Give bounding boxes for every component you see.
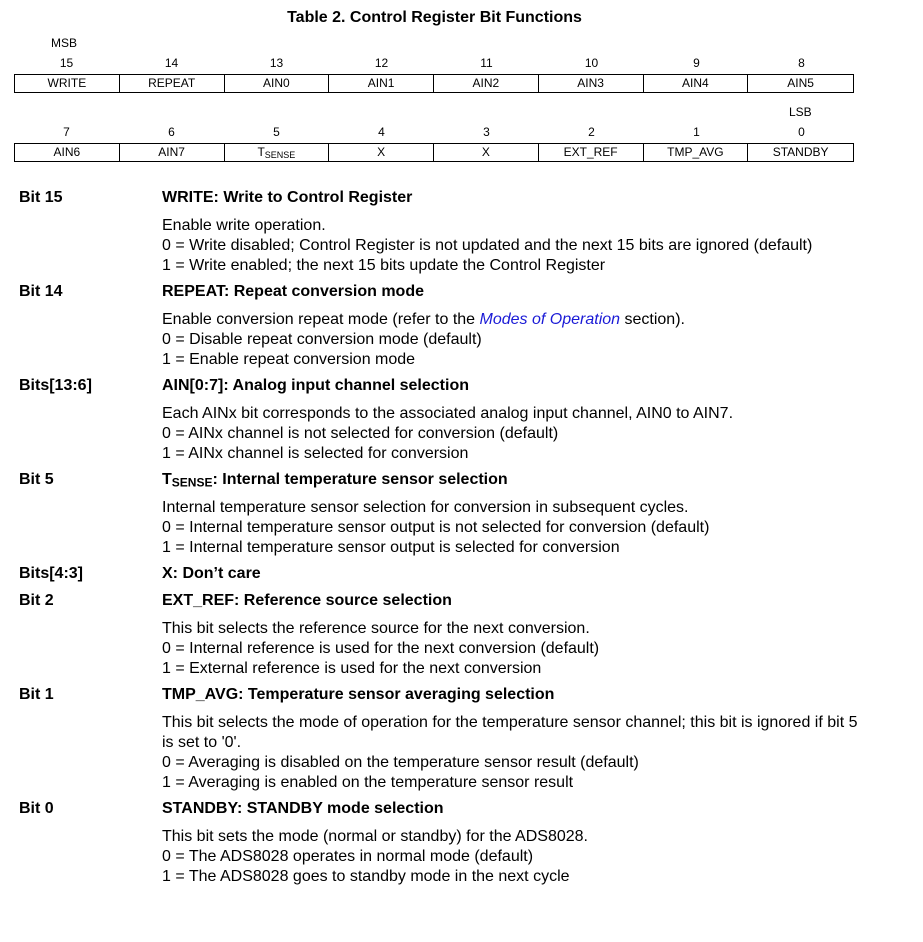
- section-line: 0 = Write disabled; Control Register is not updated and the next 15 bits are ignored (default): [162, 237, 813, 254]
- section-line: Enable write operation.: [162, 217, 326, 234]
- section-line: 1 = External reference is used for the next conversion: [162, 660, 542, 677]
- register-cell: AIN4: [644, 75, 749, 92]
- section-heading: EXT_REF: Reference source selection: [162, 592, 452, 609]
- section-body: [162, 498, 709, 558]
- section-heading: [162, 471, 508, 489]
- section-line: 1 = AINx channel is selected for conversion: [162, 445, 469, 462]
- bit-number: 4: [378, 125, 385, 139]
- register-cell: AIN1: [329, 75, 434, 92]
- heading-main: T: [162, 471, 172, 488]
- register-cell: AIN5: [787, 76, 814, 90]
- section-line: 0 = Internal reference is used for the next conversion (default): [162, 640, 600, 657]
- section-line: 0 = AINx channel is not selected for conversion (default): [162, 425, 559, 442]
- section-body: [162, 404, 733, 464]
- bit-number: 1: [693, 125, 700, 139]
- section-heading: WRITE: Write to Control Register: [162, 189, 413, 206]
- section-line: 1 = The ADS8028 goes to standby mode in the next cycle: [162, 868, 570, 885]
- section-line: 1 = Averaging is enabled on the temperature sensor result: [162, 774, 574, 791]
- section-label: Bit 0: [19, 800, 54, 817]
- tsense-main: T: [257, 145, 265, 159]
- section-label: Bit 14: [19, 283, 63, 300]
- register-cell-tsense: [225, 144, 330, 161]
- section-line: Each AINx bit corresponds to the associated analog input channel, AIN0 to AIN7.: [162, 405, 734, 422]
- bit-number: 5: [273, 125, 280, 139]
- section-body: [162, 310, 685, 370]
- bit-number: 0: [798, 125, 805, 139]
- register-cell: AIN0: [225, 75, 330, 92]
- section-body: [162, 713, 862, 793]
- bit-number: 8: [798, 56, 805, 70]
- bit-number: 9: [693, 56, 700, 70]
- section-line: 0 = Internal temperature sensor output is not selected for conversion (default): [162, 519, 710, 536]
- line-text: section).: [620, 311, 685, 328]
- tsense-sub: SENSE: [264, 149, 296, 160]
- line-text: Enable conversion repeat mode (refer to the: [162, 311, 480, 328]
- register-row-low: [14, 143, 854, 162]
- section-heading: REPEAT: Repeat conversion mode: [162, 283, 424, 300]
- register-cell: TMP_AVG: [644, 144, 749, 161]
- section-line: [162, 310, 685, 330]
- bit-numbers-high: [14, 56, 854, 70]
- section-label: Bits[13:6]: [19, 377, 92, 394]
- bit-numbers-low: [14, 125, 854, 139]
- register-cell: AIN6: [15, 144, 120, 161]
- table-title: Table 2. Control Register Bit Functions: [287, 9, 582, 26]
- bit-number: 11: [480, 56, 493, 70]
- bit-number: 12: [374, 56, 389, 70]
- section-body: [162, 827, 588, 887]
- section-heading: TMP_AVG: Temperature sensor averaging selection: [162, 686, 555, 703]
- bit-number: 3: [483, 125, 490, 139]
- bit-number: 13: [269, 56, 284, 70]
- heading-rest: : Internal temperature sensor selection: [212, 471, 508, 488]
- register-cell: REPEAT: [120, 75, 225, 92]
- section-heading: AIN[0:7]: Analog input channel selection: [162, 377, 469, 394]
- bit-number: 15: [59, 56, 74, 70]
- section-heading: STANDBY: STANDBY mode selection: [162, 800, 444, 817]
- bit-number: 7: [63, 125, 70, 139]
- section-line: Internal temperature sensor selection for conversion in subsequent cycles.: [162, 499, 689, 516]
- section-heading: X: Don’t care: [162, 565, 261, 582]
- section-line: 0 = Disable repeat conversion mode (default): [162, 331, 482, 348]
- modes-of-operation-link[interactable]: Modes of Operation: [479, 311, 621, 328]
- section-label: Bit 15: [19, 189, 63, 206]
- register-cell: WRITE: [15, 75, 120, 92]
- register-cell: EXT_REF: [539, 144, 644, 161]
- bit-number: 2: [588, 125, 595, 139]
- section-line: This bit selects the mode of operation for the temperature sensor channel; this bit is ignored if bit 5 is set to '0'.: [162, 714, 858, 751]
- register-row-high: [14, 74, 854, 93]
- section-body: [162, 619, 599, 679]
- section-line: 1 = Write enabled; the next 15 bits update the Control Register: [162, 257, 606, 274]
- section-line: 0 = Averaging is disabled on the temperature sensor result (default): [162, 754, 639, 771]
- register-cell: AIN3: [539, 75, 644, 92]
- heading-sub: SENSE: [171, 475, 213, 490]
- section-label: Bit 1: [19, 686, 54, 703]
- section-line: 1 = Enable repeat conversion mode: [162, 351, 416, 368]
- bit-number: 10: [584, 56, 599, 70]
- register-cell: X: [329, 144, 434, 161]
- section-label: Bit 2: [19, 592, 54, 609]
- section-label: Bits[4:3]: [19, 565, 84, 582]
- section-line: This bit selects the reference source for the next conversion.: [162, 620, 590, 637]
- register-cell: X: [434, 144, 539, 161]
- section-label: Bit 5: [19, 471, 54, 488]
- register-cell: AIN7: [120, 144, 225, 161]
- register-cell: STANDBY: [772, 145, 829, 159]
- register-cell: AIN2: [434, 75, 539, 92]
- section-body: [162, 216, 812, 276]
- bit-number: 14: [164, 56, 179, 70]
- section-line: 1 = Internal temperature sensor output is selected for conversion: [162, 539, 620, 556]
- msb-label: MSB: [51, 36, 78, 50]
- lsb-label: LSB: [789, 105, 812, 119]
- section-line: 0 = The ADS8028 operates in normal mode (default): [162, 848, 534, 865]
- bit-number: 6: [168, 125, 175, 139]
- section-line: This bit sets the mode (normal or standby) for the ADS8028.: [162, 828, 588, 845]
